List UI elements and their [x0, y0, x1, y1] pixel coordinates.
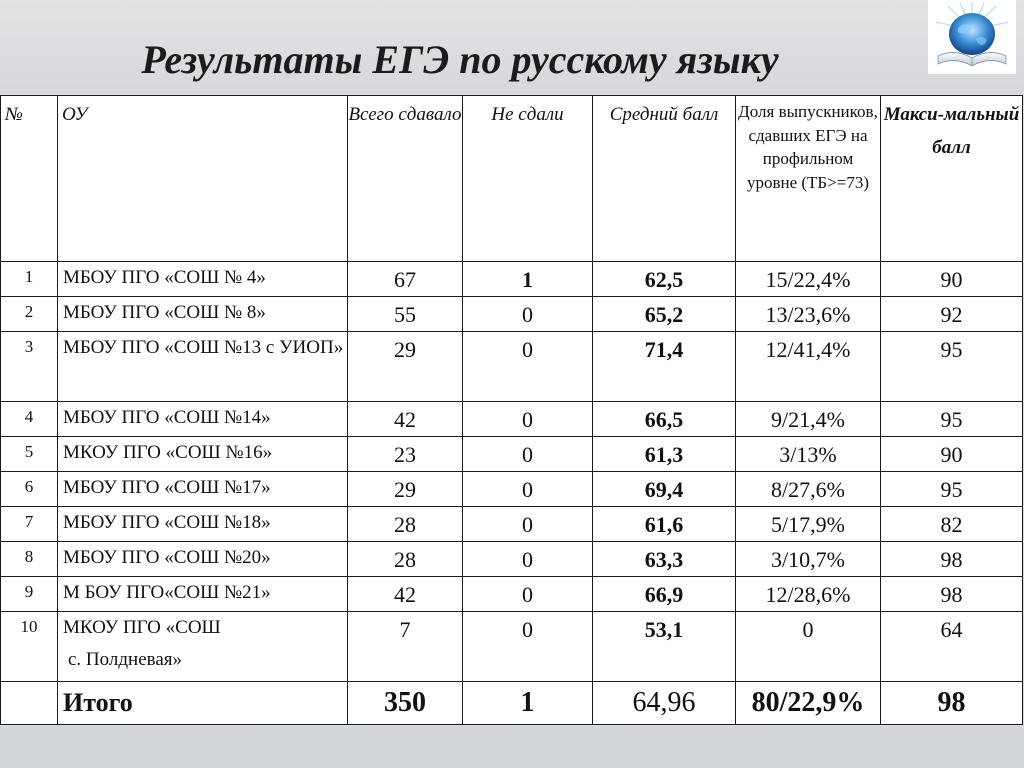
table-row: [1, 542, 1023, 577]
row-failed: 0: [463, 577, 593, 612]
row-avg: 53,1: [593, 612, 736, 682]
row-max: 92: [881, 297, 1023, 332]
row-school-line1: МКОУ ПГО «СОШ: [63, 617, 221, 638]
row-max: 95: [881, 332, 1023, 402]
row-school: МБОУ ПГО «СОШ №18»: [58, 507, 348, 542]
row-max: 82: [881, 507, 1023, 542]
table-row: [1, 612, 1023, 682]
row-failed: 0: [463, 402, 593, 437]
row-num: 10: [1, 612, 58, 682]
row-school: М БОУ ПГО«СОШ №21»: [58, 577, 348, 612]
row-share: 13/23,6%: [736, 297, 881, 332]
row-max: 98: [881, 542, 1023, 577]
row-failed: 0: [463, 332, 593, 402]
row-failed: 0: [463, 507, 593, 542]
row-failed: 0: [463, 437, 593, 472]
row-school: МКОУ ПГО «СОШ №16»: [58, 437, 348, 472]
row-failed: 0: [463, 542, 593, 577]
row-num: 9: [1, 577, 58, 612]
row-share: 0: [736, 612, 881, 682]
row-num: 1: [1, 262, 58, 297]
header-max: Макси-мальный балл: [881, 96, 1023, 262]
totals-share: 80/22,9%: [736, 682, 881, 725]
globe-book-icon: [928, 0, 1016, 74]
table-header-row: [1, 96, 1023, 262]
results-table-container: [0, 95, 1022, 725]
row-max: 95: [881, 472, 1023, 507]
row-school: МБОУ ПГО «СОШ №17»: [58, 472, 348, 507]
table-row: [1, 332, 1023, 402]
row-total: 28: [348, 542, 463, 577]
header-ou: ОУ: [58, 96, 348, 262]
row-share: 3/10,7%: [736, 542, 881, 577]
row-total: 42: [348, 402, 463, 437]
row-failed: 0: [463, 612, 593, 682]
row-share: 15/22,4%: [736, 262, 881, 297]
row-total: 55: [348, 297, 463, 332]
row-avg: 71,4: [593, 332, 736, 402]
header-failed: Не сдали: [463, 96, 593, 262]
row-num: 7: [1, 507, 58, 542]
row-total: 28: [348, 507, 463, 542]
row-max: 98: [881, 577, 1023, 612]
row-total: 29: [348, 472, 463, 507]
row-share: 3/13%: [736, 437, 881, 472]
totals-label: Итого: [58, 682, 348, 725]
row-failed: 1: [463, 262, 593, 297]
row-max: 95: [881, 402, 1023, 437]
row-school-line2: с. Полдневая»: [68, 649, 183, 670]
row-avg: 62,5: [593, 262, 736, 297]
row-school: МБОУ ПГО «СОШ № 4»: [58, 262, 348, 297]
header-share: Доля выпускников, сдавших ЕГЭ на профильном уровне (ТБ>=73): [736, 96, 881, 262]
row-avg: 61,3: [593, 437, 736, 472]
table-row: [1, 507, 1023, 542]
totals-max: 98: [881, 682, 1023, 725]
row-school: [58, 612, 348, 682]
table-row: [1, 437, 1023, 472]
row-total: 23: [348, 437, 463, 472]
row-avg: 69,4: [593, 472, 736, 507]
results-table: [0, 95, 1023, 725]
row-avg: 61,6: [593, 507, 736, 542]
row-total: 7: [348, 612, 463, 682]
row-num: 8: [1, 542, 58, 577]
totals-empty-cell: [1, 682, 58, 725]
row-share: 12/41,4%: [736, 332, 881, 402]
row-school: МБОУ ПГО «СОШ №13 с УИОП»: [58, 332, 348, 402]
row-num: 2: [1, 297, 58, 332]
row-school: МБОУ ПГО «СОШ №14»: [58, 402, 348, 437]
table-row: [1, 577, 1023, 612]
totals-row: [1, 682, 1023, 725]
row-share: 9/21,4%: [736, 402, 881, 437]
row-avg: 66,5: [593, 402, 736, 437]
row-school: МБОУ ПГО «СОШ №20»: [58, 542, 348, 577]
row-share: 8/27,6%: [736, 472, 881, 507]
row-max: 90: [881, 437, 1023, 472]
totals-avg: 64,96: [593, 682, 736, 725]
row-max: 90: [881, 262, 1023, 297]
row-total: 67: [348, 262, 463, 297]
row-avg: 66,9: [593, 577, 736, 612]
row-share: 5/17,9%: [736, 507, 881, 542]
header-avg: Средний балл: [593, 96, 736, 262]
page-title: Результаты ЕГЭ по русскому языку: [141, 37, 779, 82]
totals-failed: 1: [463, 682, 593, 725]
row-failed: 0: [463, 297, 593, 332]
table-row: [1, 262, 1023, 297]
table-row: [1, 297, 1023, 332]
row-num: 5: [1, 437, 58, 472]
row-school: МБОУ ПГО «СОШ № 8»: [58, 297, 348, 332]
row-avg: 63,3: [593, 542, 736, 577]
totals-total: 350: [348, 682, 463, 725]
row-total: 42: [348, 577, 463, 612]
header-total: Всего сдавало: [348, 96, 463, 262]
row-max: 64: [881, 612, 1023, 682]
row-share: 12/28,6%: [736, 577, 881, 612]
row-num: 3: [1, 332, 58, 402]
row-num: 4: [1, 402, 58, 437]
table-row: [1, 402, 1023, 437]
row-failed: 0: [463, 472, 593, 507]
header-num: №: [1, 96, 58, 262]
row-avg: 65,2: [593, 297, 736, 332]
row-num: 6: [1, 472, 58, 507]
row-total: 29: [348, 332, 463, 402]
table-row: [1, 472, 1023, 507]
